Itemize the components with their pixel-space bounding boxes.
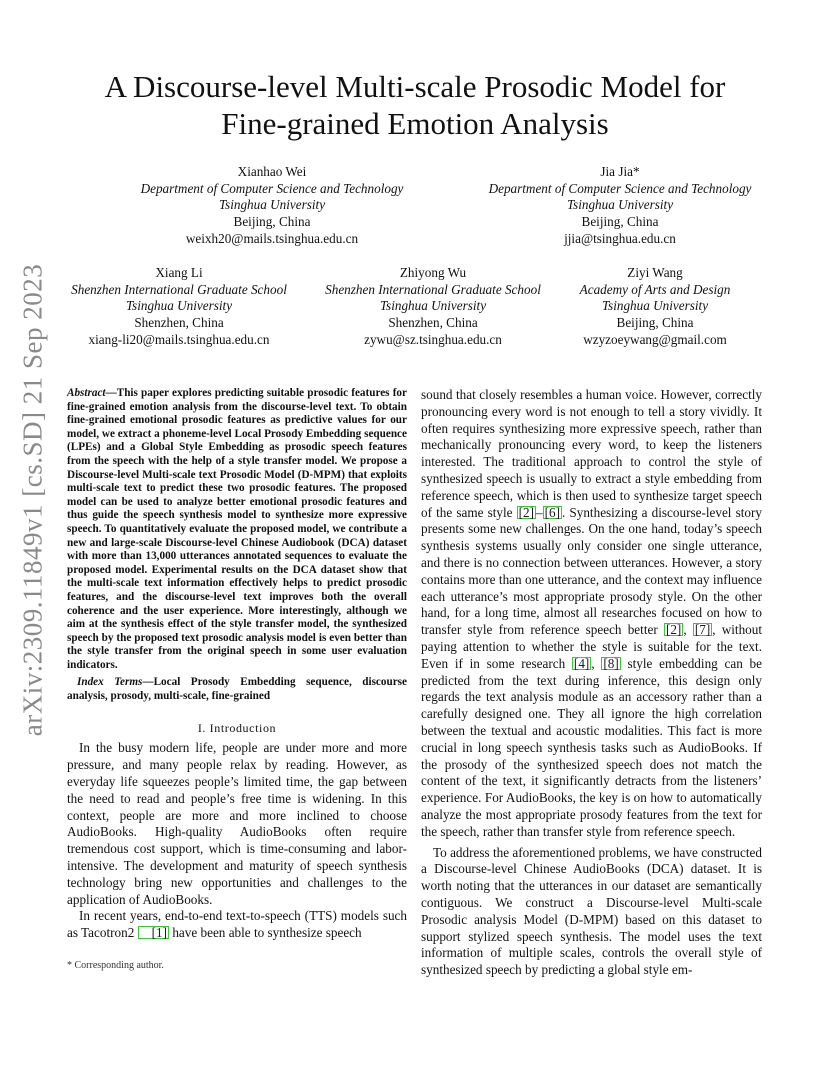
author-name: Xiang Li: [155, 265, 203, 280]
author-block-2: [470, 164, 770, 248]
abstract: [67, 387, 407, 672]
author-city: Shenzhen, China: [388, 315, 478, 331]
dash: –: [536, 504, 543, 520]
footnote: * Corresponding author.: [67, 960, 164, 971]
separator: ,: [683, 622, 693, 638]
intro-paragraph-3: To address the aforementioned problems, we have constructed a Discourse-level Chinese AudioBooks (DCA) dataset. It is worth noting that the utterances in our dataset are semantically contiguous. We construct a Discourse-level Multi-scale Prosodic analysis Model (D-MPM) based on this dataset to support stylized speech synthesis. The model uses the text information of multiple scales, controls the overall style of synthesized speech by predicting a global style em-: [421, 844, 762, 978]
separator: ,: [591, 655, 602, 671]
author-city: Shenzhen, China: [134, 315, 224, 331]
author-name: Xianhao Wei: [237, 164, 307, 179]
author-block-4: [306, 265, 560, 349]
author-email: weixh20@mails.tsinghua.edu.cn: [185, 230, 359, 246]
abstract-label: Abstract: [67, 387, 106, 399]
paragraph-text: sound that closely resembles a human voice. However, correctly pronouncing every word is not enough to tell a story vividly. It often requires synthesizing more expressive speech, rather than mechanically pronouncing every word, to keep the listeners interested. The traditional approach to control the style of synthesized speech is usually to extract a style embedding from reference speech, which is then used to synthesize target speech of the same style: [421, 387, 762, 520]
citation-link[interactable]: [1]: [138, 926, 169, 939]
intro-paragraph-continued: [421, 387, 762, 841]
section-heading: I. Introduction: [197, 720, 277, 735]
paragraph-text: have been able to synthesize speech: [169, 925, 362, 941]
intro-paragraph-2: [67, 908, 407, 942]
citation-link[interactable]: [6]: [544, 504, 560, 520]
author-university: Tsinghua University: [218, 197, 326, 213]
author-name: Zhiyong Wu: [399, 265, 467, 280]
paragraph-text: style embedding can be predicted from the text during inference, this design only regards the text analysis module as an accessory rather than a carefully designed one. They all ignore the high correlation between the textual and acoustic modalities. This fact is more crucial in long speech synthesis tasks such as AudioBooks. If the prosody of the synthesized speech does not match the content of the text, it significantly detracts from the listeners’ experience. For AudioBooks, the key is on how to automatically analyze the most appropriate prosody features from the text for the speech, rather than transfer style from reference speech.: [421, 655, 762, 839]
paragraph-text: , without paying attention to whether the style is suitable for the text. Even if in some research: [421, 622, 763, 671]
author-department: Academy of Arts and Design: [579, 281, 731, 297]
citation-link[interactable]: [8]: [603, 655, 619, 671]
citation-link[interactable]: [7]: [694, 622, 711, 638]
author-email: zywu@sz.tsinghua.edu.cn: [364, 331, 502, 347]
index-terms-text: —Local Prosody Embedding sequence, discourse analysis, prosody, multi-scale, fine-grained: [67, 676, 407, 703]
author-university: Tsinghua University: [601, 298, 709, 314]
paragraph-text: In recent years, end-to-end text-to-speech (TTS) models such as Tacotron2: [67, 908, 407, 941]
author-city: Beijing, China: [581, 214, 659, 230]
author-city: Beijing, China: [233, 214, 311, 230]
author-block-1: [120, 164, 424, 248]
title-line-1: A Discourse-level Multi-scale Prosodic Model for: [104, 69, 726, 104]
citation-link[interactable]: [4]: [573, 655, 590, 671]
author-university: Tsinghua University: [566, 197, 674, 213]
citation-link[interactable]: [2]: [665, 622, 682, 638]
author-email: wzyzoeywang@gmail.com: [583, 331, 727, 347]
author-department: Shenzhen International Graduate School: [71, 281, 287, 297]
author-email: jjia@tsinghua.edu.cn: [564, 230, 676, 246]
author-university: Tsinghua University: [379, 298, 487, 314]
intro-paragraph-1: In the busy modern life, people are under more and more pressure, and many people relax by reading. However, as everyday life squeezes people’s limited time, the gap between the need to read and people’s free time is widening. In this context, people are more and more inclined to choose AudioBooks. High-quality AudioBooks often require tremendous cost support, which is time-consuming and labor-intensive. The development and maturity of speech synthesis technology bring new opportunities and challenges to the application of AudioBooks.: [67, 740, 407, 907]
author-name: Ziyi Wang: [627, 265, 683, 280]
author-university: Tsinghua University: [125, 298, 233, 314]
author-department: Department of Computer Science and Technology: [488, 180, 752, 196]
paragraph-text: . Synthesizing a discourse-level story presents some new challenges. On the one hand, today’s speech synthesis systems usually only consider one single utterance, and there is no connection between utterances. However, a story contains more than one utterance, and the context may influence each utterance’s most appropriate prosody style. On the other hand, for a long time, almost all researches focused on how to transfer style from reference speech better: [421, 504, 762, 638]
author-name: Jia Jia*: [600, 164, 640, 179]
arxiv-watermark: [8, 263, 58, 737]
author-email: xiang-li20@mails.tsinghua.edu.cn: [88, 331, 270, 347]
author-city: Beijing, China: [616, 315, 694, 331]
author-department: Department of Computer Science and Technology: [140, 180, 404, 196]
title-line-2: Fine-grained Emotion Analysis: [221, 106, 609, 141]
index-terms: [67, 676, 407, 703]
index-terms-label: Index Terms: [77, 676, 143, 689]
abstract-text: —This paper explores predicting suitable prosodic features for fine-grained emotion analysis from the discourse-level text. To obtain fine-grained emotional prosodic features as predictive values for our model, we extract a phoneme-level Local Prosody Embedding sequence (LPEs) and a Global Style Embedding as prosodic speech features from the speech with the help of a style transfer model. We propose a Discourse-level Multi-scale text Prosodic Model (D-MPM) that exploits multi-scale text to predict these two prosodic features. The proposed model can be used to analyze better emotional prosodic features and thus guide the speech synthesis model to synthesize more expressive speech. To quantitatively evaluate the proposed model, we contribute a new and large-scale Discourse-level Chinese Audiobook (DCA) dataset with more than 13,000 utterances annotated sequences to evaluate the proposed model. Experimental results on the DCA dataset show that the multi-scale text information effectively helps to predict prosodic features, and the discourse-level text improves both the overall coherence and the user experience. More interestingly, although we aim at the synthesis effect of the style transfer model, the synthesized speech by the proposed text prosodic analysis model is even better than the style transfer from the original speech in some user evaluation indicators.: [67, 387, 407, 671]
citation-link[interactable]: [2]: [518, 504, 534, 520]
paper-title: [60, 68, 770, 142]
author-block-5: [560, 265, 750, 349]
author-department: Shenzhen International Graduate School: [325, 281, 541, 297]
author-block-3: [58, 265, 300, 349]
arxiv-id: arXiv:2309.11849v1 [cs.SD] 21 Sep 2023: [17, 263, 48, 737]
left-column: [67, 387, 407, 942]
right-column: [421, 387, 762, 979]
